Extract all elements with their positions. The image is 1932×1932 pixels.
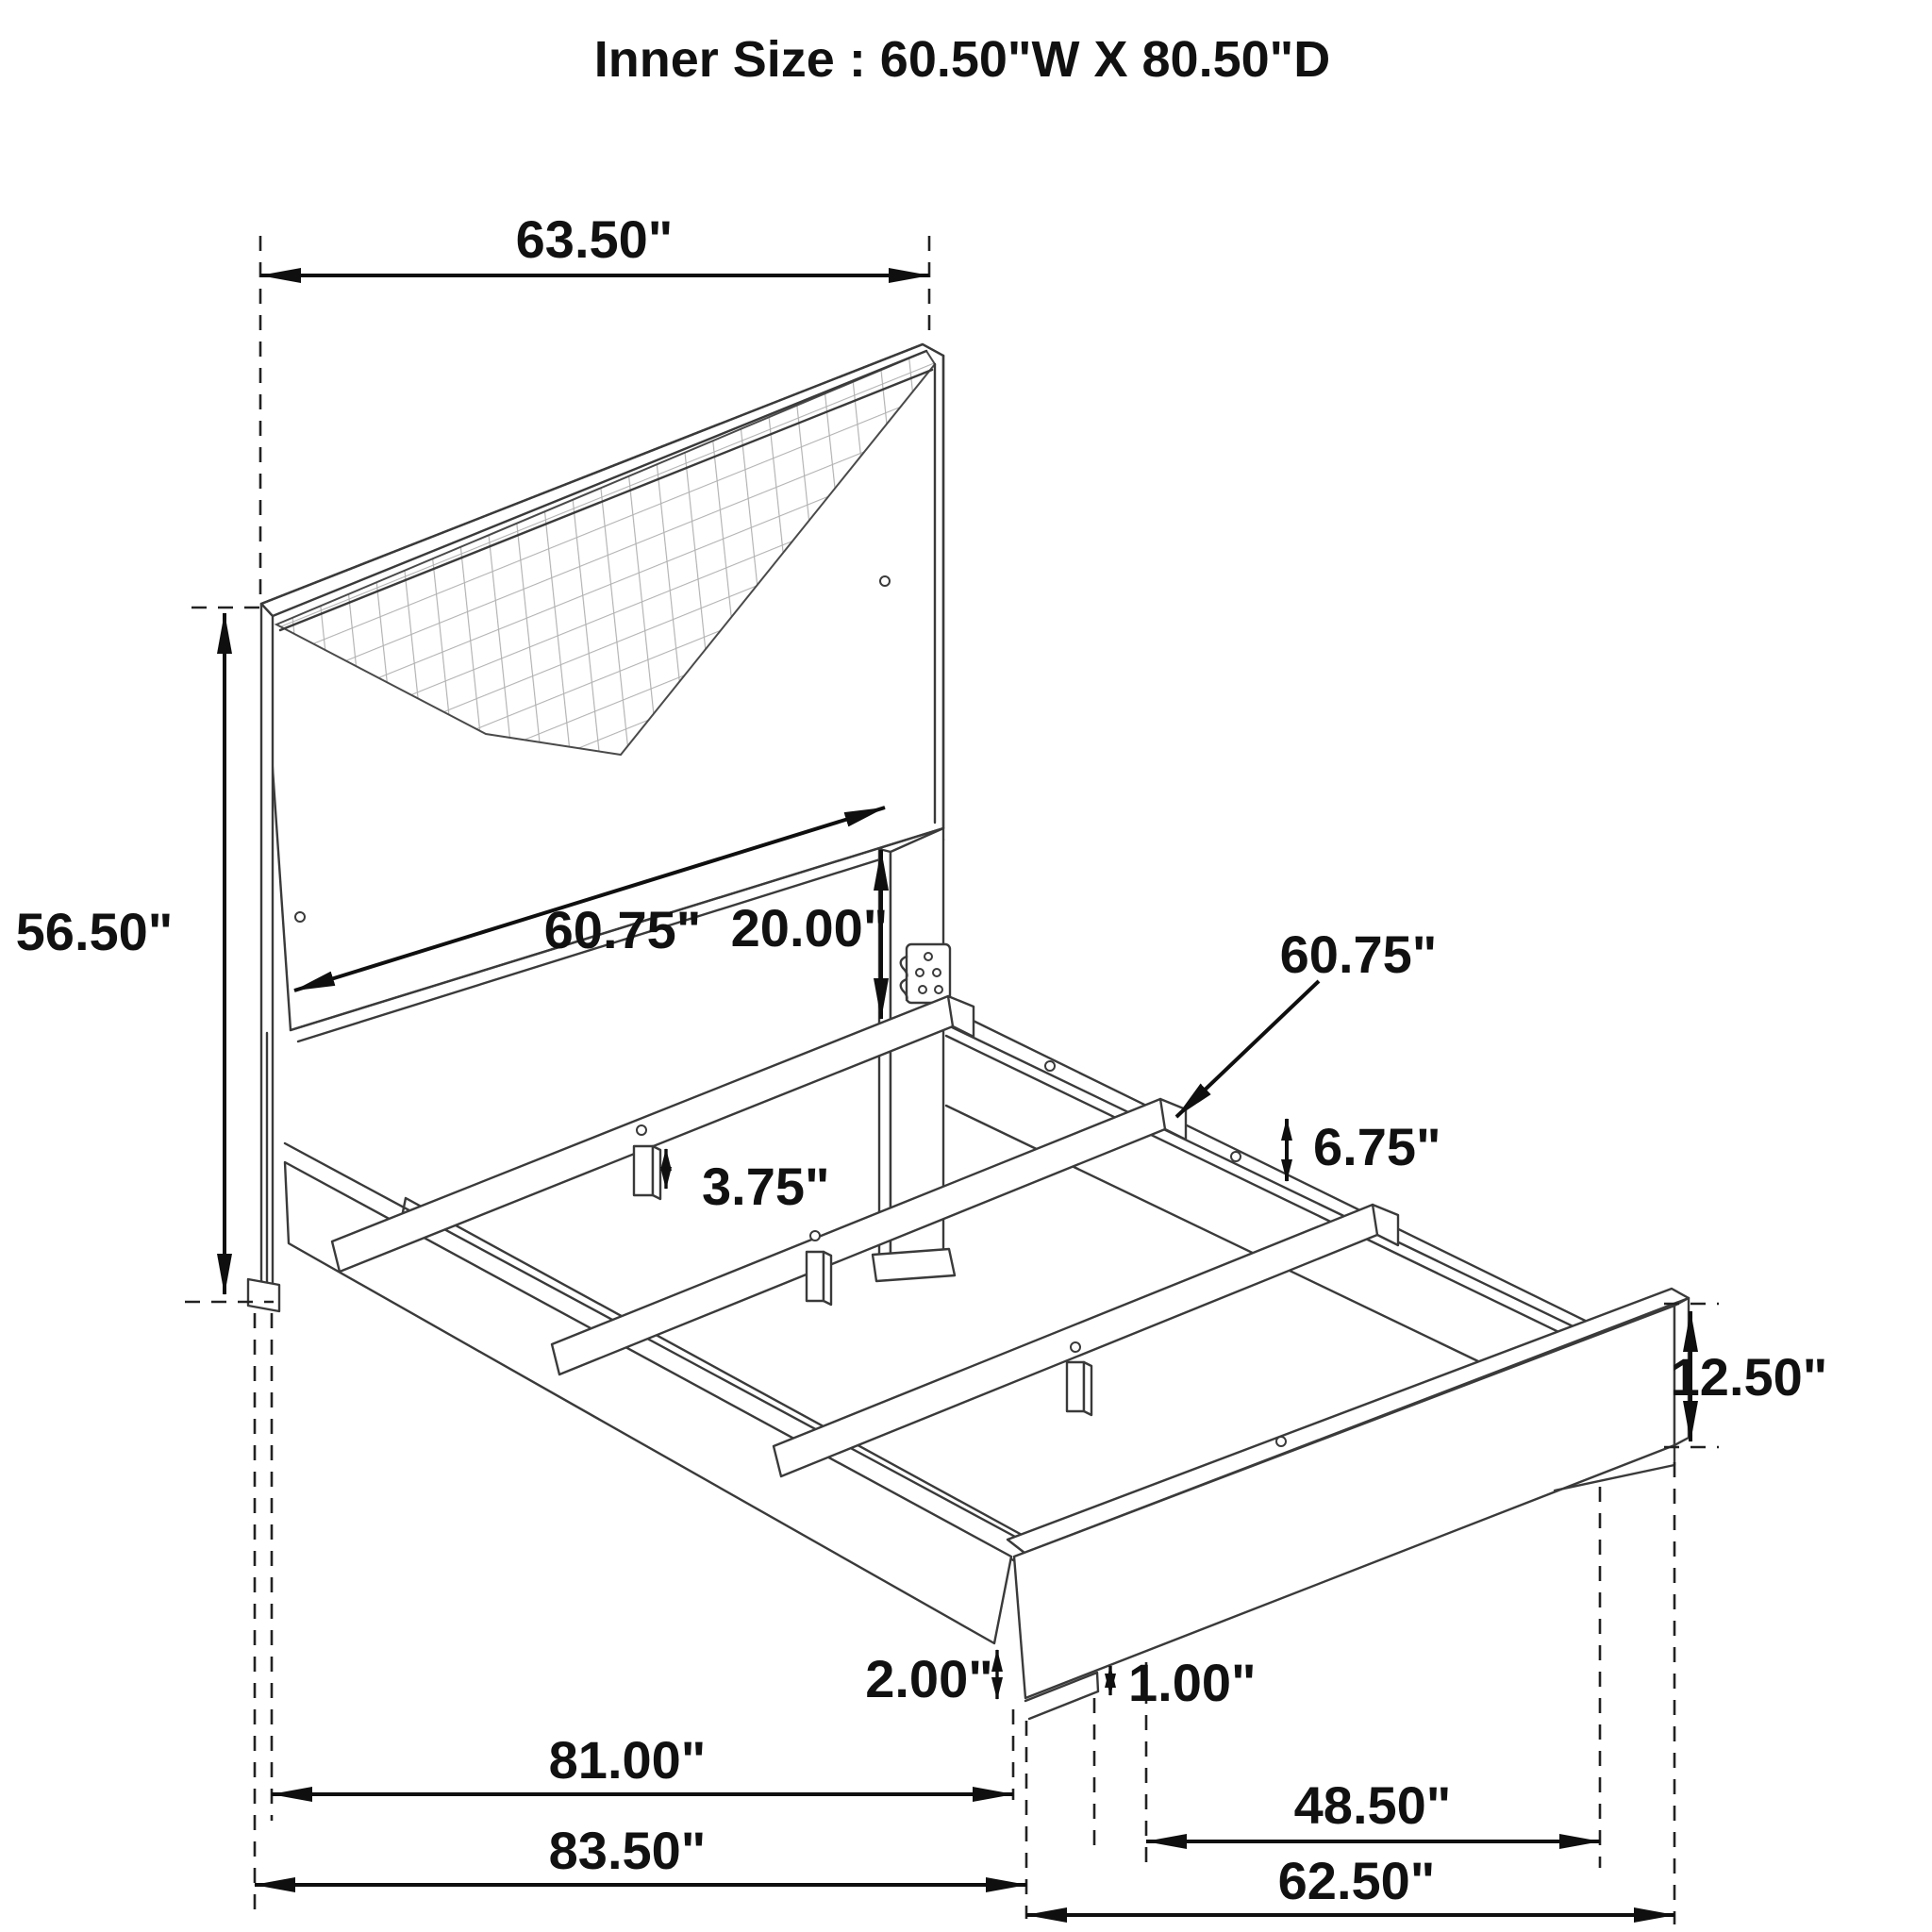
dim-slat-leg-height: 3.75" (702, 1157, 830, 1216)
diagram-title: Inner Size : 60.50"W X 80.50"D (593, 31, 1331, 88)
dim-headboard-panel-width: 60.75" (543, 900, 702, 959)
dim-post-height: 20.00" (730, 898, 889, 958)
dim-footboard-overall-width: 62.50" (1277, 1851, 1436, 1910)
dim-inner-frame-length: 81.00" (548, 1730, 707, 1790)
footboard (1008, 1289, 1689, 1719)
right-post-foot (873, 1249, 955, 1281)
rail-bracket (901, 944, 950, 1003)
dim-overall-length: 83.50" (548, 1821, 707, 1880)
slat-leg (807, 1252, 824, 1301)
headboard-left-foot (248, 1279, 279, 1311)
dim-headboard-height: 56.50" (15, 902, 174, 961)
dim-rail-floor-gap: 2.00" (865, 1649, 993, 1708)
mattress-slats (332, 996, 1398, 1476)
dim-headboard-width: 63.50" (515, 209, 674, 269)
slat-leg (634, 1146, 653, 1195)
slat-leg (1067, 1362, 1084, 1411)
dim-footboard-height: 12.50" (1670, 1347, 1828, 1407)
dim-slat-length: 60.75" (1279, 924, 1438, 984)
dim-foot-reveal: 1.00" (1128, 1653, 1257, 1712)
dim-footboard-inner-width: 48.50" (1293, 1775, 1452, 1835)
dim-rail-height: 6.75" (1313, 1117, 1441, 1176)
